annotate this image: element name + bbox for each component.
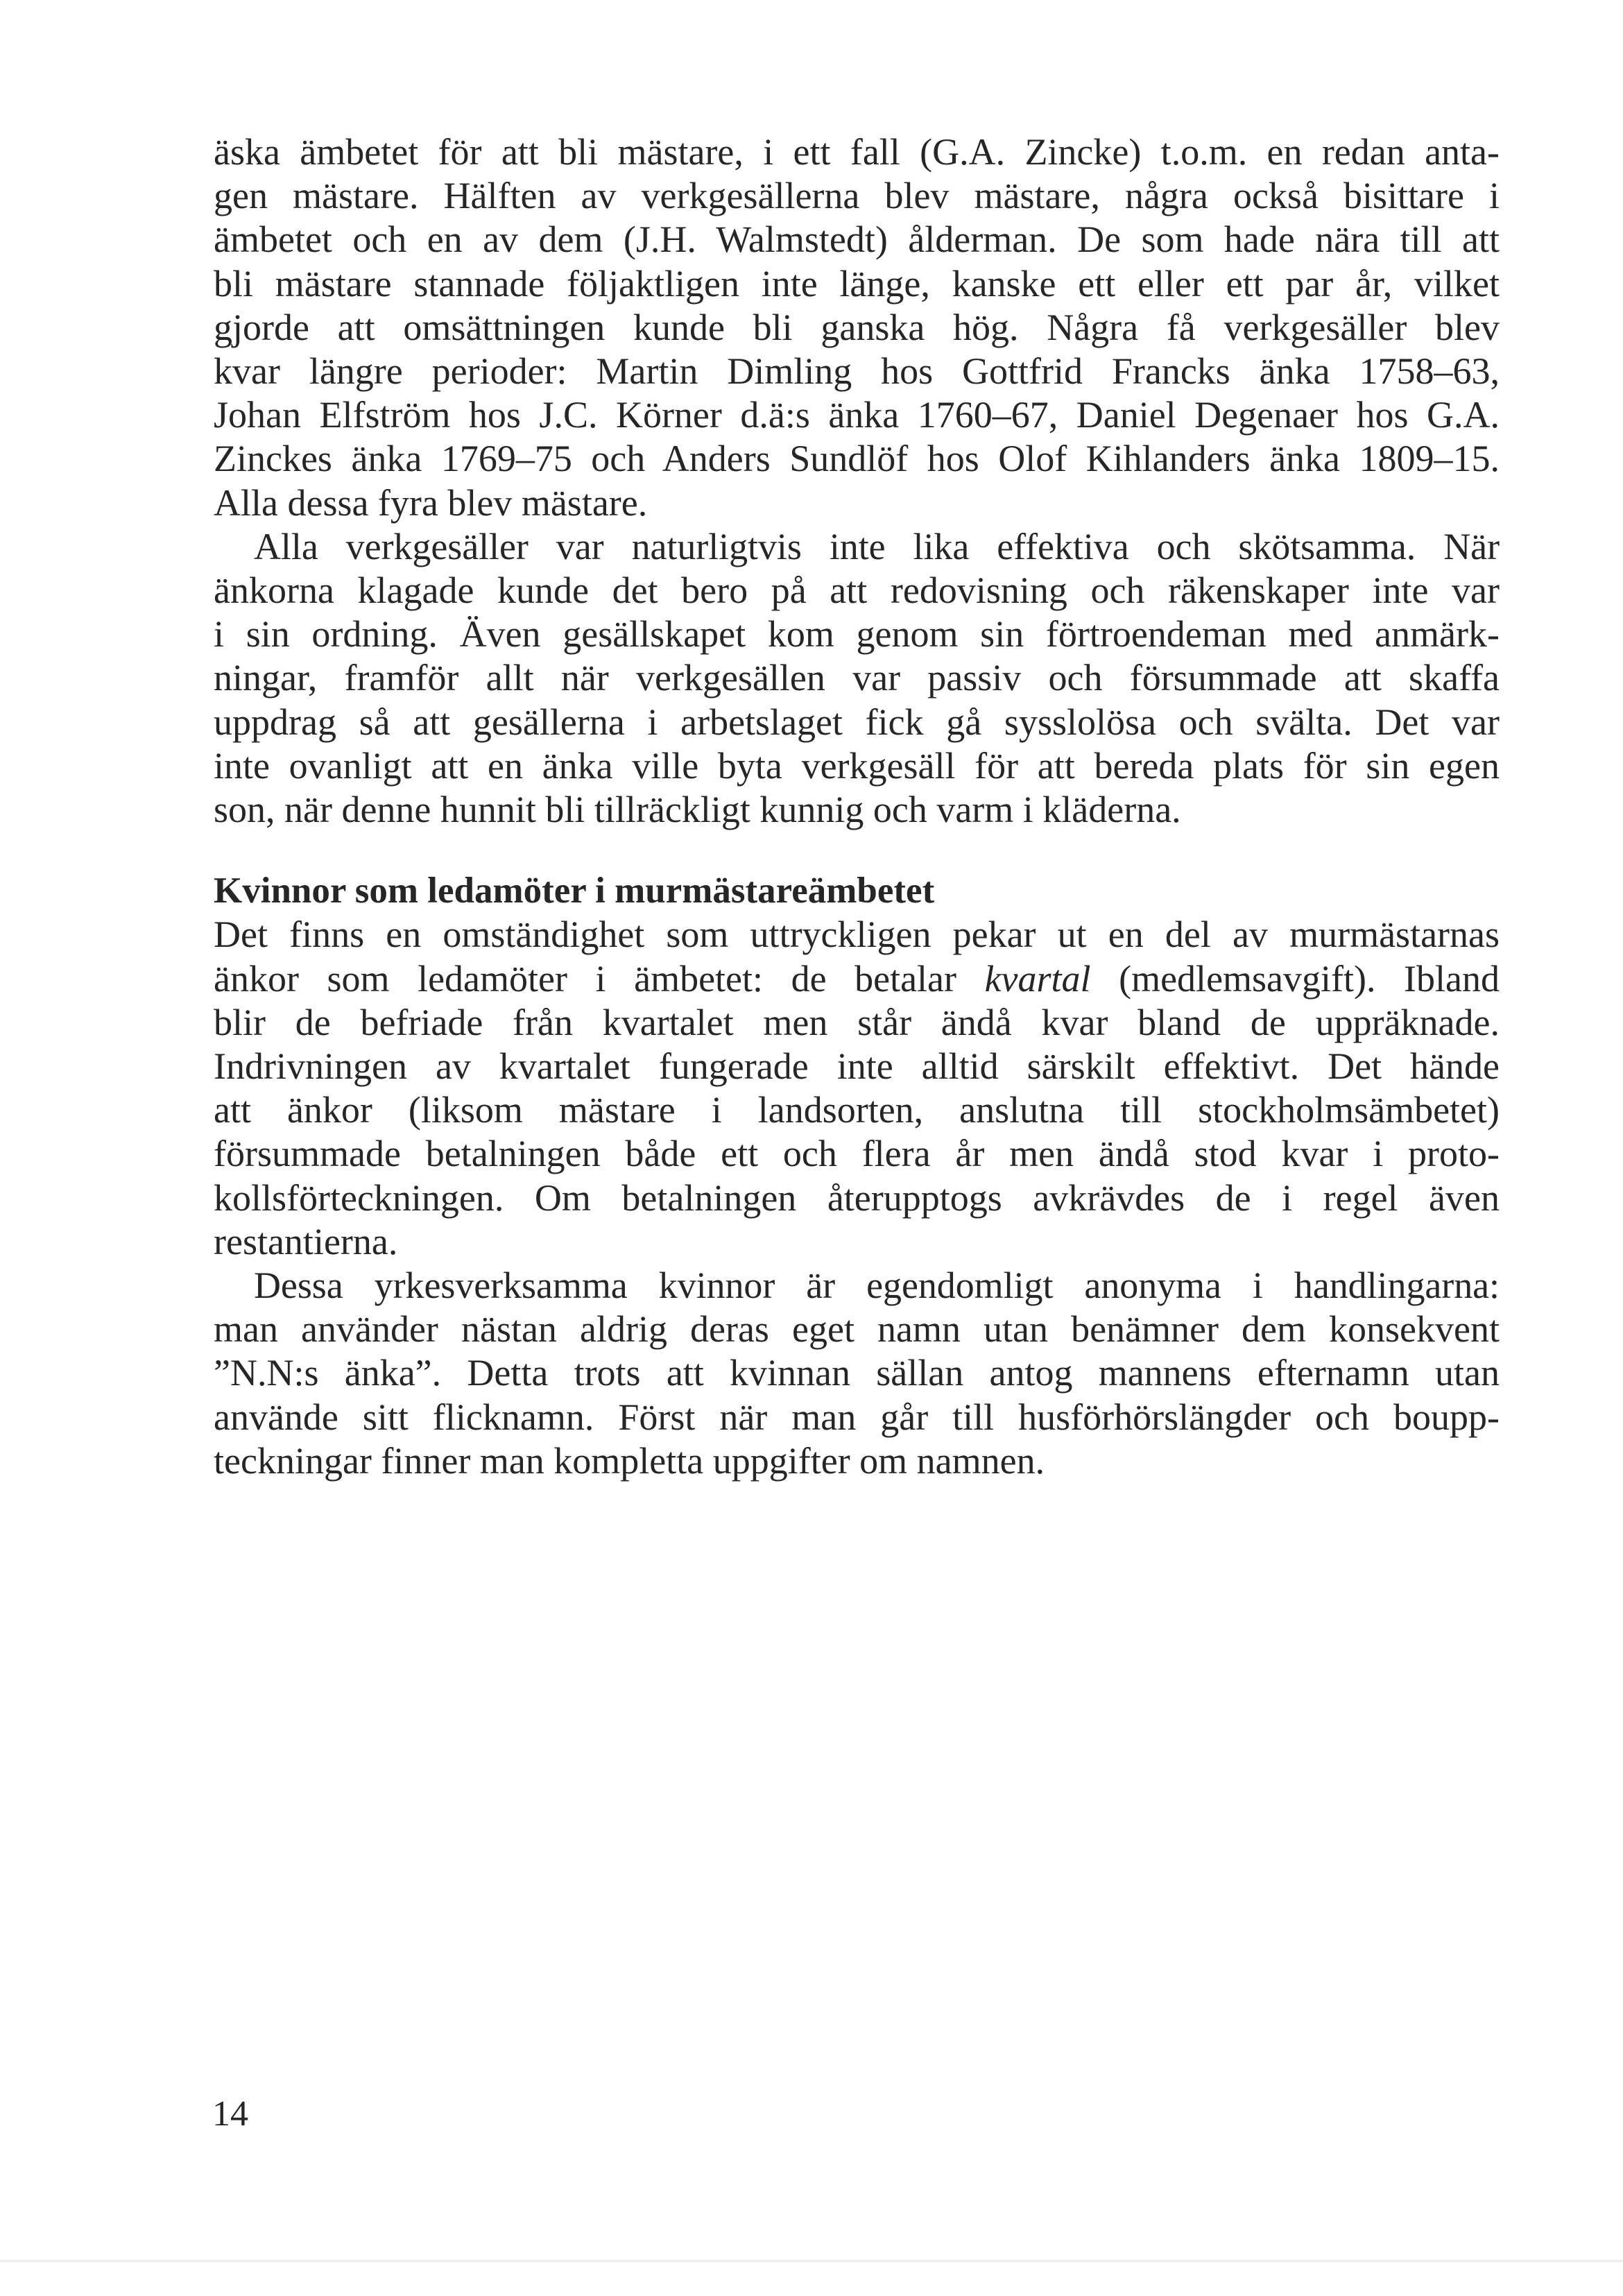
text-line: Det finns en omständighet som uttryckligen pekar ut en del av murmästarnas	[214, 914, 1500, 956]
italic-term: kvartal	[984, 957, 1091, 1000]
text-line: änkorna klagade kunde det bero på att redovisning och räkenskaper inte var	[214, 569, 1500, 612]
scan-edge-divider	[0, 2260, 1623, 2262]
text-line: gen mästare. Hälften av verkgesällerna blev mästare, några också bisittare i	[214, 175, 1500, 217]
text-line: Zinckes änka 1769–75 och Anders Sundlöf hos Olof Kihlanders änka 1809–15.	[214, 438, 1500, 480]
text-line: inte ovanligt att en änka ville byta verkgesäll för att bereda plats för sin egen	[214, 744, 1500, 787]
text-line: kvar längre perioder: Martin Dimling hos Gottfrid Francks änka 1758–63,	[214, 350, 1500, 393]
text-line: ningar, framför allt när verkgesällen var passiv och försummade att skaffa	[214, 657, 1500, 699]
text-line: restantierna.	[214, 1220, 398, 1262]
text-segment: änkor som ledamöter i ämbetet: de betalar	[214, 957, 985, 1000]
text-line: Dessa yrkesverksamma kvinnor är egendomligt anonyma i handlingarna:	[254, 1265, 1500, 1307]
text-segment: (medlemsavgift). Ibland	[1090, 957, 1500, 1000]
text-line: son, när denne hunnit bli tillräckligt kunnig och varm i kläderna.	[214, 789, 1181, 831]
text-line: ”N.N:s änka”. Detta trots att kvinnan sällan antog mannens efternamn utan	[214, 1352, 1500, 1394]
text-line: ämbetet och en av dem (J.H. Walmstedt) ålderman. De som hade nära till att	[214, 219, 1500, 261]
text-line: uppdrag så att gesällerna i arbetslaget fick gå sysslolösa och svälta. Det var	[214, 701, 1500, 743]
text-line: Alla verkgesäller var naturligtvis inte lika effektiva och skötsamma. När	[254, 525, 1500, 567]
text-line: kollsförteckningen. Om betalningen återupptogs avkrävdes de i regel även	[214, 1176, 1500, 1219]
text-line: blir de befriade från kvartalet men står ändå kvar bland de uppräknade.	[214, 1001, 1500, 1043]
text-line: teckningar finner man kompletta uppgifter om namnen.	[214, 1439, 1045, 1482]
text-line: gjorde att omsättningen kunde bli ganska hög. Några få verkgesäller blev	[214, 306, 1500, 348]
text-line: man använder nästan aldrig deras eget namn utan benämner dem konsekvent	[214, 1308, 1500, 1351]
text-line: Alla dessa fyra blev mästare.	[214, 481, 648, 524]
text-line: försummade betalningen både ett och flera år men ändå stod kvar i proto-	[214, 1133, 1500, 1175]
page-number: 14	[212, 2094, 248, 2134]
text-line	[214, 957, 1500, 1001]
text-line: Johan Elfström hos J.C. Körner d.ä:s änka 1760–67, Daniel Degenaer hos G.A.	[214, 394, 1500, 436]
text-line: i sin ordning. Även gesällskapet kom genom sin förtroendeman med anmärk-	[214, 613, 1500, 656]
body-text	[214, 130, 1500, 1483]
text-line: Indrivningen av kvartalet fungerade inte alltid särskilt effektivt. Det hände	[214, 1045, 1500, 1088]
text-line: äska ämbetet för att bli mästare, i ett fall (G.A. Zincke) t.o.m. en redan anta-	[214, 131, 1500, 173]
text-line: att änkor (liksom mästare i landsorten, anslutna till stockholmsämbetet)	[214, 1089, 1500, 1131]
text-line: bli mästare stannade följaktligen inte länge, kanske ett eller ett par år, vilket	[214, 262, 1500, 305]
section-heading: Kvinnor som ledamöter i murmästareämbetet	[214, 871, 935, 911]
text-line: använde sitt flicknamn. Först när man går till husförhörslängder och boupp-	[214, 1396, 1500, 1438]
